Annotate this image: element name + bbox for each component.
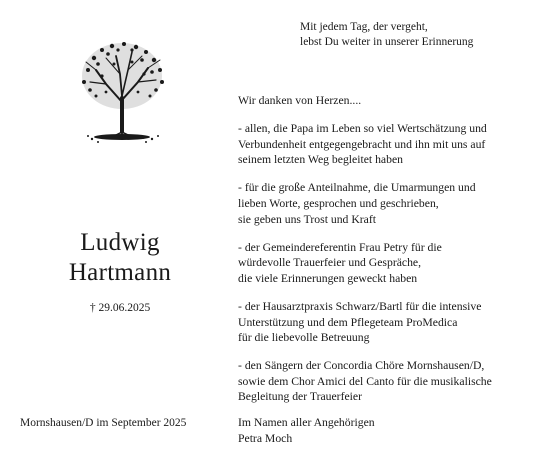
thanks-item: - der Gemeindereferentin Frau Petry für die würdevolle Trauerfeier und Gespräche, die viele Erinnerungen geweckt haben bbox=[238, 240, 442, 285]
death-date: † 29.06.2025 bbox=[89, 302, 151, 314]
thanks-section bbox=[238, 93, 538, 418]
deceased-last-name: Hartmann bbox=[68, 259, 172, 286]
tree-icon bbox=[76, 40, 168, 144]
closing-signature: Im Namen aller Angehörigen Petra Moch bbox=[238, 416, 375, 445]
thanks-item: - allen, die Papa im Leben so viel Wertschätzung und Verbundenheit entgegengebracht und ihn mit uns auf seinem letzten Weg begleitet haben bbox=[238, 122, 487, 167]
thanks-item: - der Hausarztpraxis Schwarz/Bartl für die intensive Unterstützung und dem Pflegeteam ProMedica für die liebevolle Betreuung bbox=[238, 299, 482, 345]
thanks-item: - den Sängern der Concordia Chöre Mornshausen/D, sowie dem Chor Amici del Canto für die musikalische Begleitung der Trauerfeier bbox=[238, 359, 492, 404]
place-date: Mornshausen/D im September 2025 bbox=[20, 417, 187, 429]
thanks-heading: Wir danken von Herzen.... bbox=[238, 94, 362, 107]
thanks-item: - für die große Anteilnahme, die Umarmungen und lieben Worte, gesprochen und geschrieben, sie geben uns Trost und Kraft bbox=[238, 181, 476, 226]
deceased-first-name: Ludwig bbox=[80, 229, 160, 256]
motto-verse: Mit jedem Tag, der vergeht, lebst Du weiter in unserer Erinnerung bbox=[300, 21, 474, 48]
